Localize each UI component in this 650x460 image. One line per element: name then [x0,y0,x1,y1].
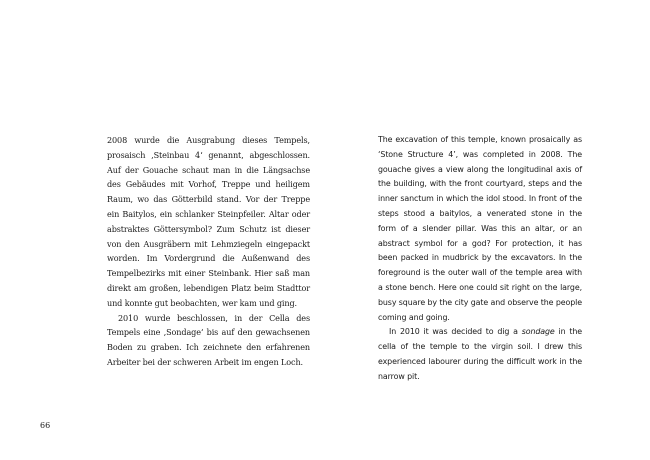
english-paragraph-2-start: In 2010 it was decided to dig a [389,327,522,337]
english-paragraph-1: The excavation of this temple, known prosaically as ‘Stone Structure 4’, was completed in 2008. The gouache gives a view along the longitudinal axis of the building, with the front courtyard, steps and the inner sanctum in which the idol stood. In front of the steps stood a baitylos, a venerated stone in the form of a slender pillar. Was this an altar, or an abstract symbol for a god? For protection, it has been packed in mudbrick by the excavators. In the foreground is the outer wall of the temple area with a stone bench. Here one could sit right on the large, busy square by the city gate and observe the people coming and going. [378,135,582,322]
english-paragraph-2-end: in the cella of the temple to the virgin soil. I drew this experienced labourer during the difficult work in the narrow pit. [378,327,582,381]
german-text-column [107,133,310,370]
english-text-column [378,133,582,385]
sondage-term: sondage [521,327,555,337]
german-paragraph-1: 2008 wurde die Ausgrabung dieses Tempels, prosaisch ‚Steinbau 4‘ genannt, abgeschlossen. Auf der Gouache schaut man in die Längsachse des Gebäudes mit Vorhof, Treppe und heiligem Raum, wo das Götterbild stand. Vor der Treppe ein Baitylos, ein schlanker Steinpfeiler. Altar oder abstraktes Göttersymbol? Zum Schutz ist dieser von den Ausgräbern mit Lehmziegeln eingepackt worden. Im Vordergrund die Außenwand des Tempelbezirks mit einer Steinbank. Hier saß man direkt am großen, lebendigen Platz beim Stadttor und konnte gut beobachten, wer kam und ging. [107,135,310,308]
german-paragraph-2: 2010 wurde beschlossen, in der Cella des Tempels eine ‚Sondage‘ bis auf den gewachsenen Boden zu graben. Ich zeichnete den erfahrenen Arbeiter bei der schweren Arbeit im engen Loch. [107,312,310,367]
page-number: 66 [40,421,51,430]
english-paragraph-2 [378,325,582,384]
